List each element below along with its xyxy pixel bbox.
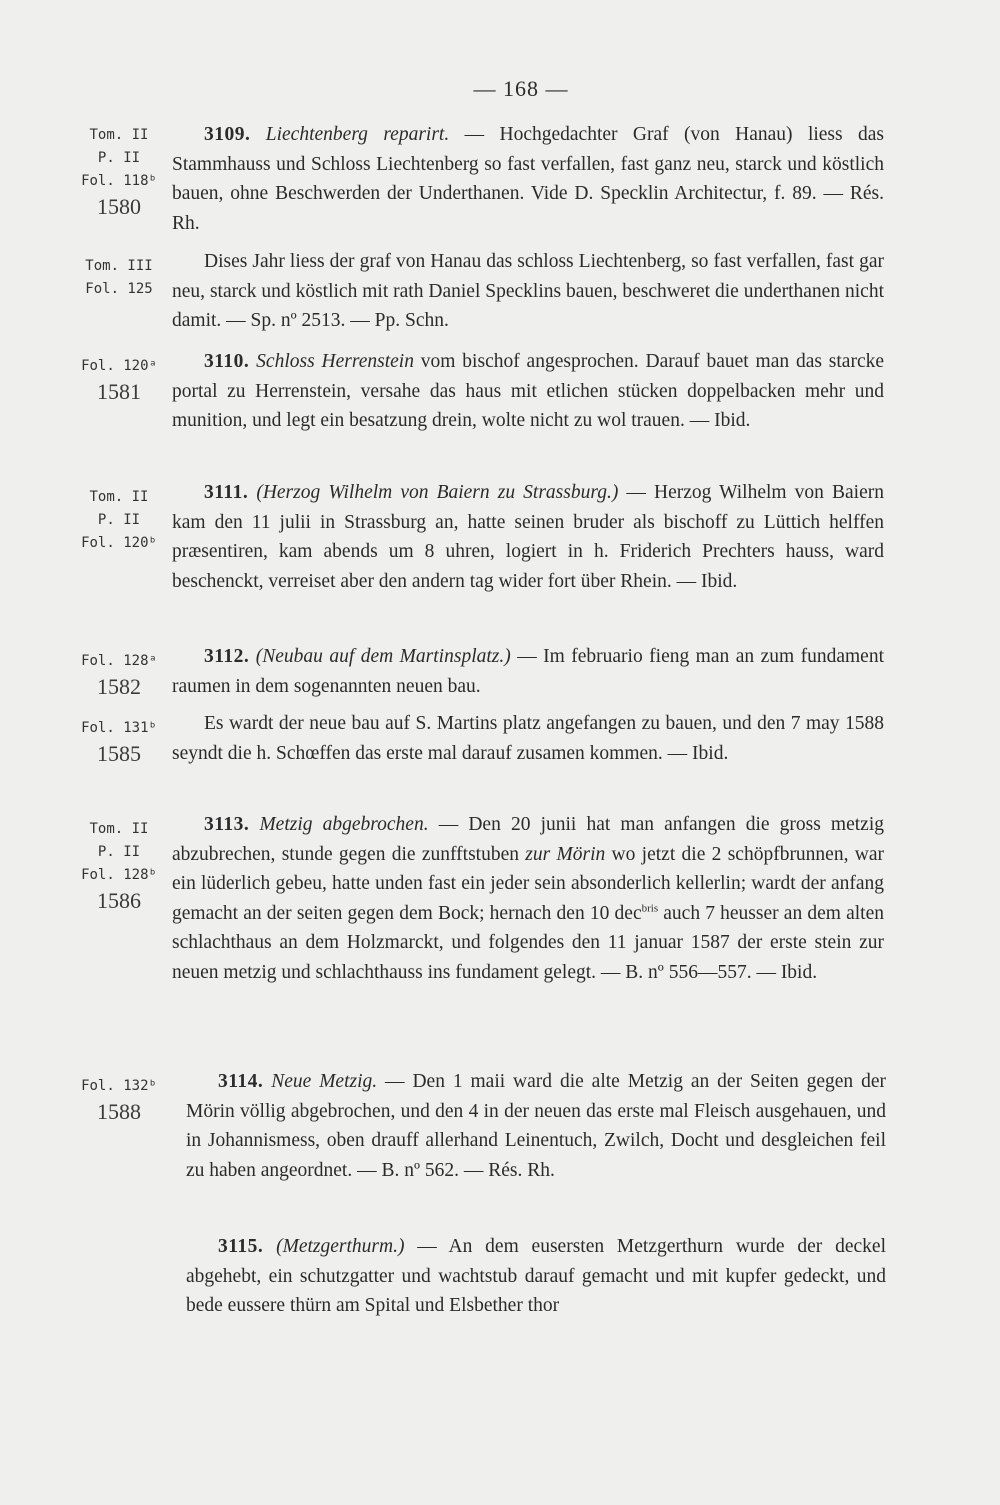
page-number: — 168 —	[473, 76, 569, 101]
entry-3112: 3112. (Neubau auf dem Martinsplatz.) — Im februario fieng man an zum fundament raumen in dem sogenannten neuen bau.	[172, 646, 884, 697]
margin-note: Tom. III Fol. 125	[85, 258, 153, 297]
margin-note: Fol. 131ᵇ 1585	[81, 720, 157, 766]
entry-3110: 3110. Schloss Herrenstein vom bischof angesprochen. Darauf bauet man das starcke portal zu Herrenstein, versahe das haus mit etlichen stücken doppelbacken mehr und munition, und legt ein besatzung drein, wolte nicht zu wol trauen. — Ibid.	[172, 351, 885, 431]
entry-3115: 3115. (Metzgerthurm.) — An dem eusersten Metzgerthurn wurde der deckel abgehebt, ein schutzgatter und wachtstub darauf gemacht und mit kupfer gedeckt, und bede eussere thürn am Spital und Elsbether thor	[186, 1236, 886, 1316]
entry-3112-note: Es wardt der neue bau auf S. Martins platz angefangen zu bauen, und den 7 may 1588 seyndt die h. Schœffen das erste mal darauf zusamen kommen. — Ibid.	[172, 713, 884, 764]
margin-note: Fol. 128ᵃ 1582	[81, 653, 157, 699]
entry-3113: 3113. Metzig abgebrochen. — Den 20 junii hat man anfangen die gross metzig abzubrechen, stunde gegen die zunfftstuben zur Mörin wo jetzt die 2 schöpfbrunnen, war ein lüderlich gebeu, hatte unden fast ein jeder sein absonderlich kellerlin; wardt der anfang gemacht an der seiten gegen dem Bock; hernach den 10 dec$^{bris}$ auch 7 heusser an dem alten schlachthaus an dem Holzmarckt, und folgendes den 11 januar 1587 der erste stein zur neuen metzig und schlachthauss ins fundament gelegt. — B. nº 556—557. — Ibid.	[172, 814, 884, 983]
margin-note: Fol. 120ᵃ 1581	[81, 358, 157, 404]
margin-note: Tom. II P. II Fol. 118ᵇ 1580	[81, 127, 157, 219]
entry-3109: 3109. Liechtenberg reparirt. — Hochgedachter Graf (von Hanau) liess das Stammhauss und Schloss Liechtenberg so fast verfallen, fast ganz neu, starck und köstlich bauen, ohne Beschwerden der Underthanen. Vide D. Specklin Architectur, f. 89. — Rés. Rh.	[172, 124, 884, 234]
margin-note: Tom. II P. II Fol. 128ᵇ 1586	[81, 821, 157, 913]
entry-3114: 3114. Neue Metzig. — Den 1 maii ward die alte Metzig an der Seiten gegen der Mörin völlig abgebrochen, und den 4 in der neuen das erste mal Fleisch ausgehauen, und in Johannismess, oben drauff allerhand Leinentuch, Zwilch, Docht und desgleichen feil zu haben angeordnet. — B. nº 562. — Rés. Rh.	[186, 1071, 886, 1181]
margin-note: Fol. 132ᵇ 1588	[81, 1078, 157, 1124]
margin-note: Tom. II P. II Fol. 120ᵇ	[81, 489, 157, 551]
entry-3111: 3111. (Herzog Wilhelm von Baiern zu Strassburg.) — Herzog Wilhelm von Baiern kam den 11 julii in Strassburg an, hatte seinen bruder als bischoff zu Lüttich helffen præsentiren, kam abends um 8 uhren, logiert in h. Friderich Prechters hauss, ward beschenckt, verreiset aber den andern tag wider fort über Rhein. — Ibid.	[172, 482, 884, 592]
entry-3109-note: Dises Jahr liess der graf von Hanau das schloss Liechtenberg, so fast verfallen, fast gar neu, starck und köstlich mit rath Daniel Specklins bauen, beschweret die underthanen nicht damit. — Sp. nº 2513. — Pp. Schn.	[172, 251, 884, 331]
